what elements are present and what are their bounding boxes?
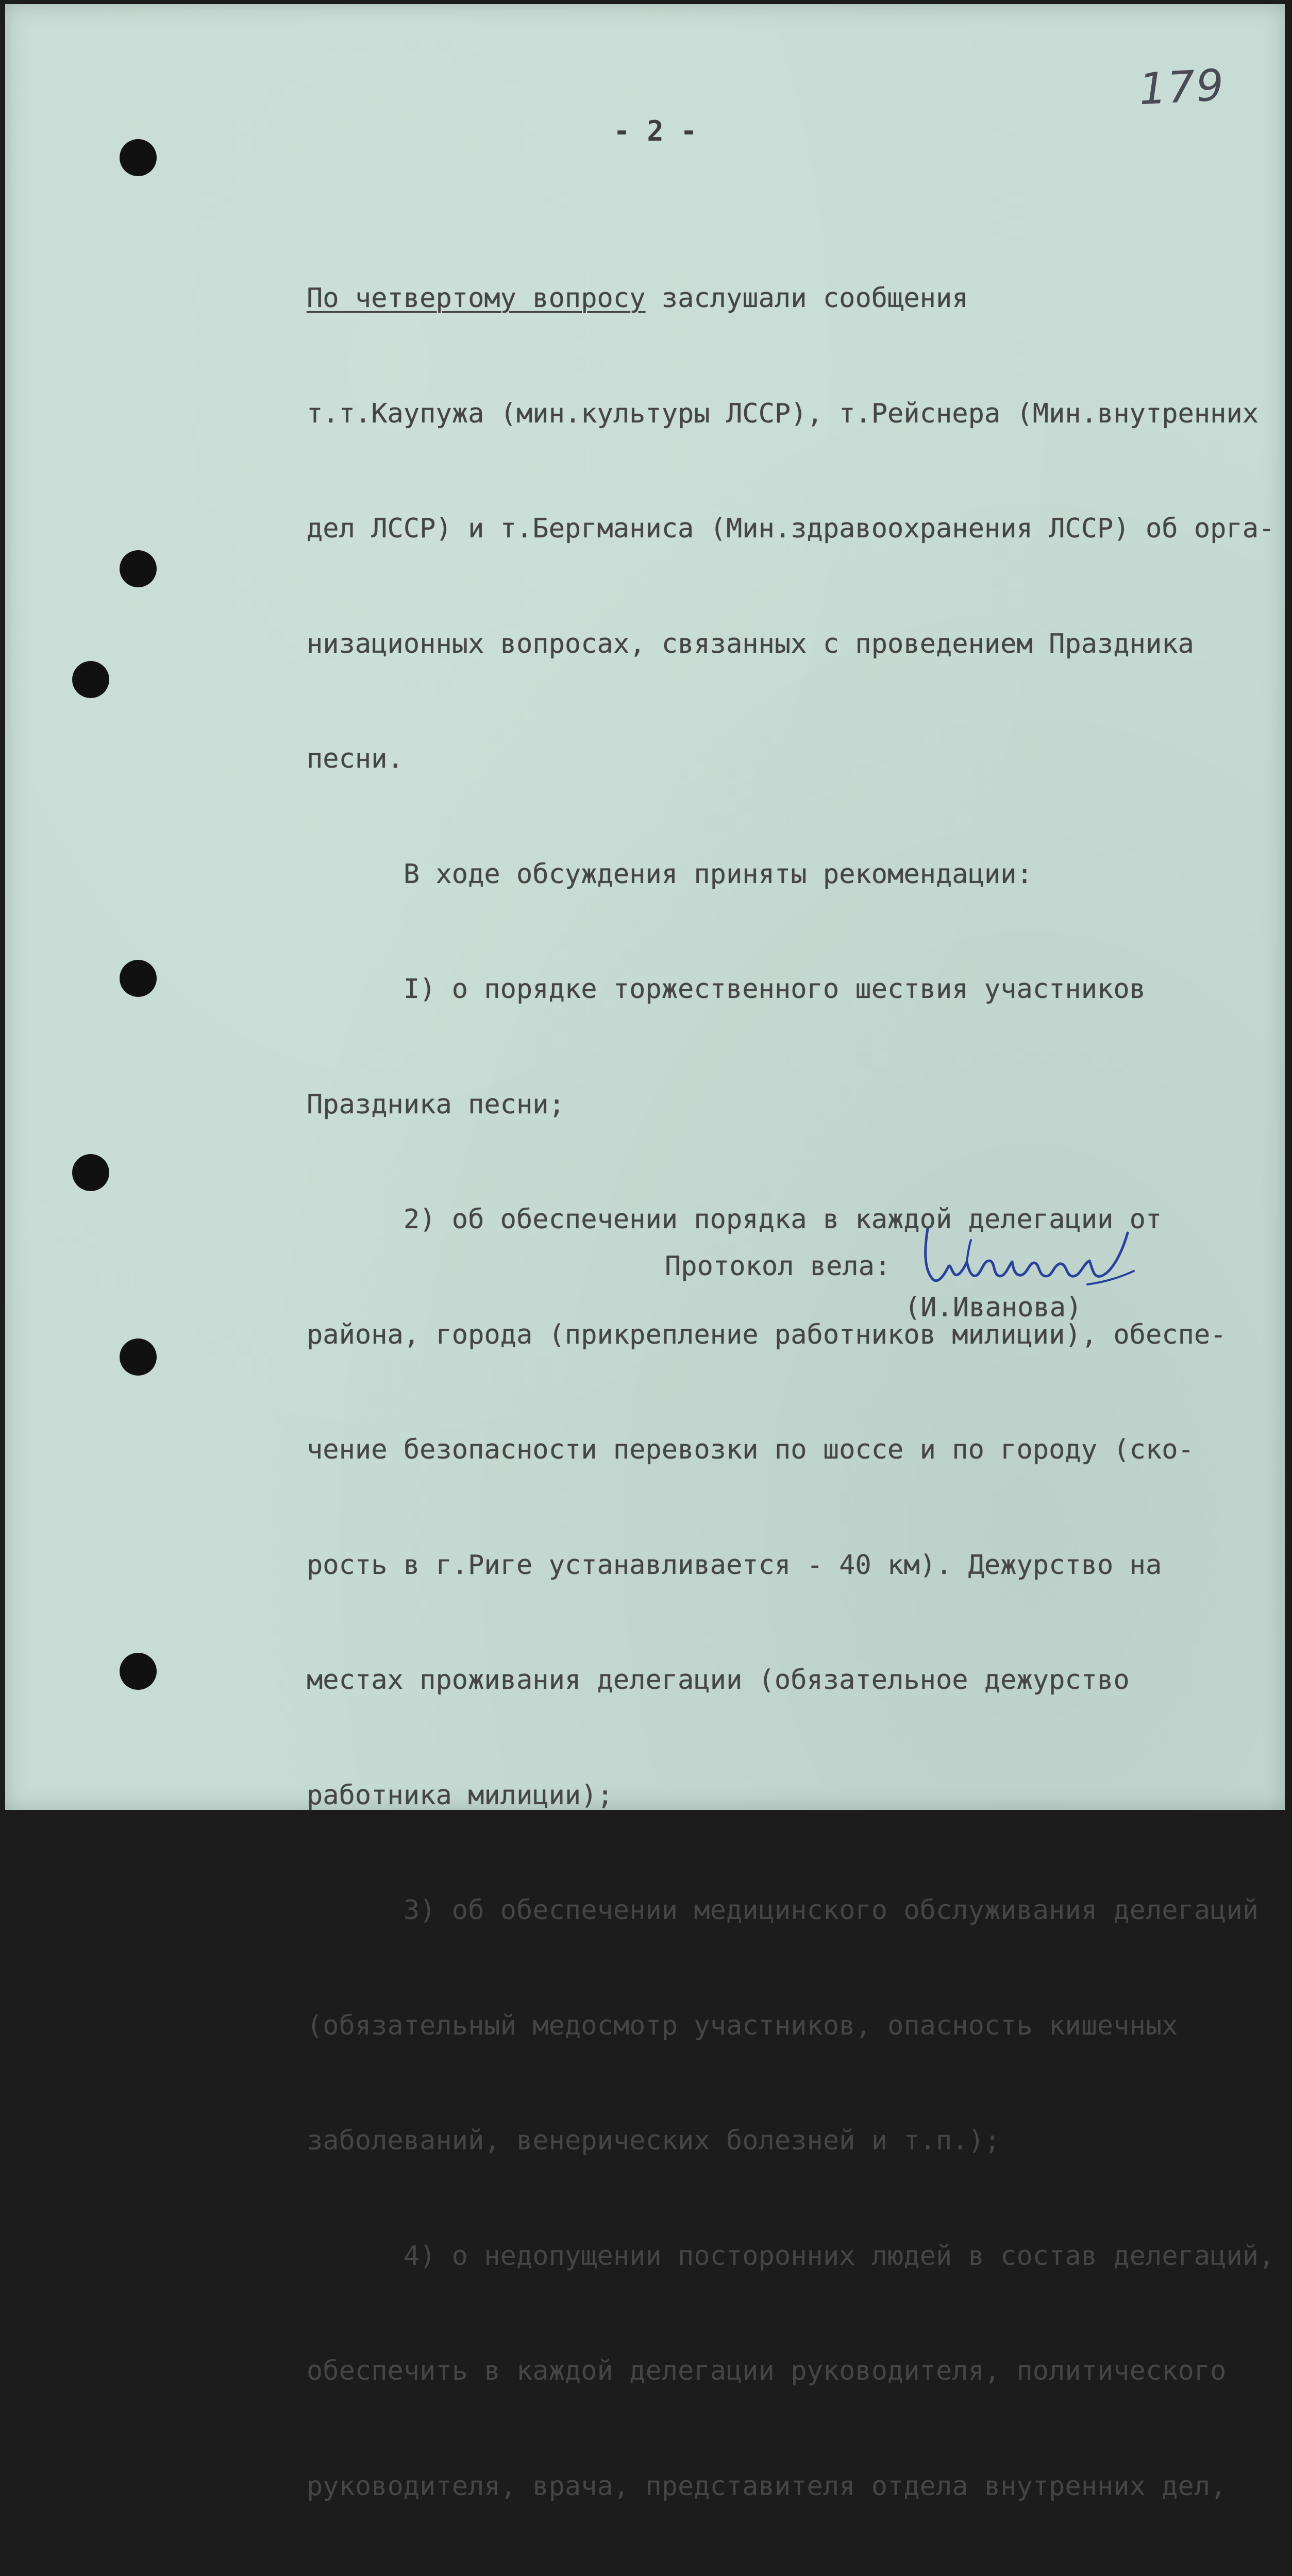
body-line: руководителя, врача, представителя отдела внутренних дел, [307, 2470, 1227, 2502]
body-line [307, 279, 1270, 318]
binder-hole [120, 550, 157, 587]
binder-hole [72, 1154, 109, 1191]
handwritten-signature [917, 1217, 1139, 1300]
body-line-text: заслушали сообщения [645, 283, 968, 314]
body-line: местах проживания делегации (обязательное дежурство [307, 1665, 1130, 1696]
body-line: 2) об обеспечении порядка в каждой делегации от [307, 1204, 1162, 1235]
body-line: рость в г.Риге устанавливается - 40 км). Дежурство на [307, 1549, 1162, 1581]
document-body [307, 202, 1275, 2576]
binder-hole [72, 661, 109, 698]
body-line: чение безопасности перевозки по шоссе и по городу (ско- [307, 1434, 1194, 1465]
archive-page-number: 179 [1137, 59, 1226, 115]
section-heading: По четвертому вопросу [307, 283, 646, 314]
body-line: Праздника песни; [307, 1089, 565, 1120]
body-line: района, города (прикрепление работников милиции), обеспе- [307, 1319, 1227, 1350]
body-line: песни. [307, 743, 404, 774]
document-page [5, 4, 1285, 2502]
body-line: I) о порядке торжественного шествия участников [307, 974, 1146, 1005]
signatory-name: (И.Иванова) [904, 1292, 1082, 1323]
signature-label: Протокол вела: [665, 1251, 891, 1282]
page-number: - 2 - [613, 115, 697, 147]
body-line: заболеваний, венерических болезней и т.п.); [307, 2125, 1001, 2156]
body-line: В ходе обсуждения приняты рекомендации: [307, 858, 1033, 890]
body-line: т.т.Каупужа (мин.культуры ЛССР), т.Рейснера (Мин.внутренних [307, 398, 1259, 429]
body-line: дел ЛССР) и т.Бергманиса (Мин.здравоохранения ЛССР) об орга- [307, 513, 1275, 544]
body-line: работника милиции); [307, 1780, 613, 1811]
binder-hole [120, 960, 157, 997]
body-line: обеспечить в каждой делегации руководителя, политического [307, 2355, 1227, 2386]
body-line: (обязательный медосмотр участников, опасность кишечных [307, 2010, 1178, 2041]
binder-hole [120, 1653, 157, 1690]
body-line: 3) об обеспечении медицинского обслуживания делегаций [307, 1895, 1259, 1926]
body-line: 4) о недопущении посторонних людей в состав делегаций, [307, 2240, 1275, 2272]
body-line: низационных вопросах, связанных с проведением Праздника [307, 628, 1194, 659]
binder-hole [120, 1338, 157, 1376]
